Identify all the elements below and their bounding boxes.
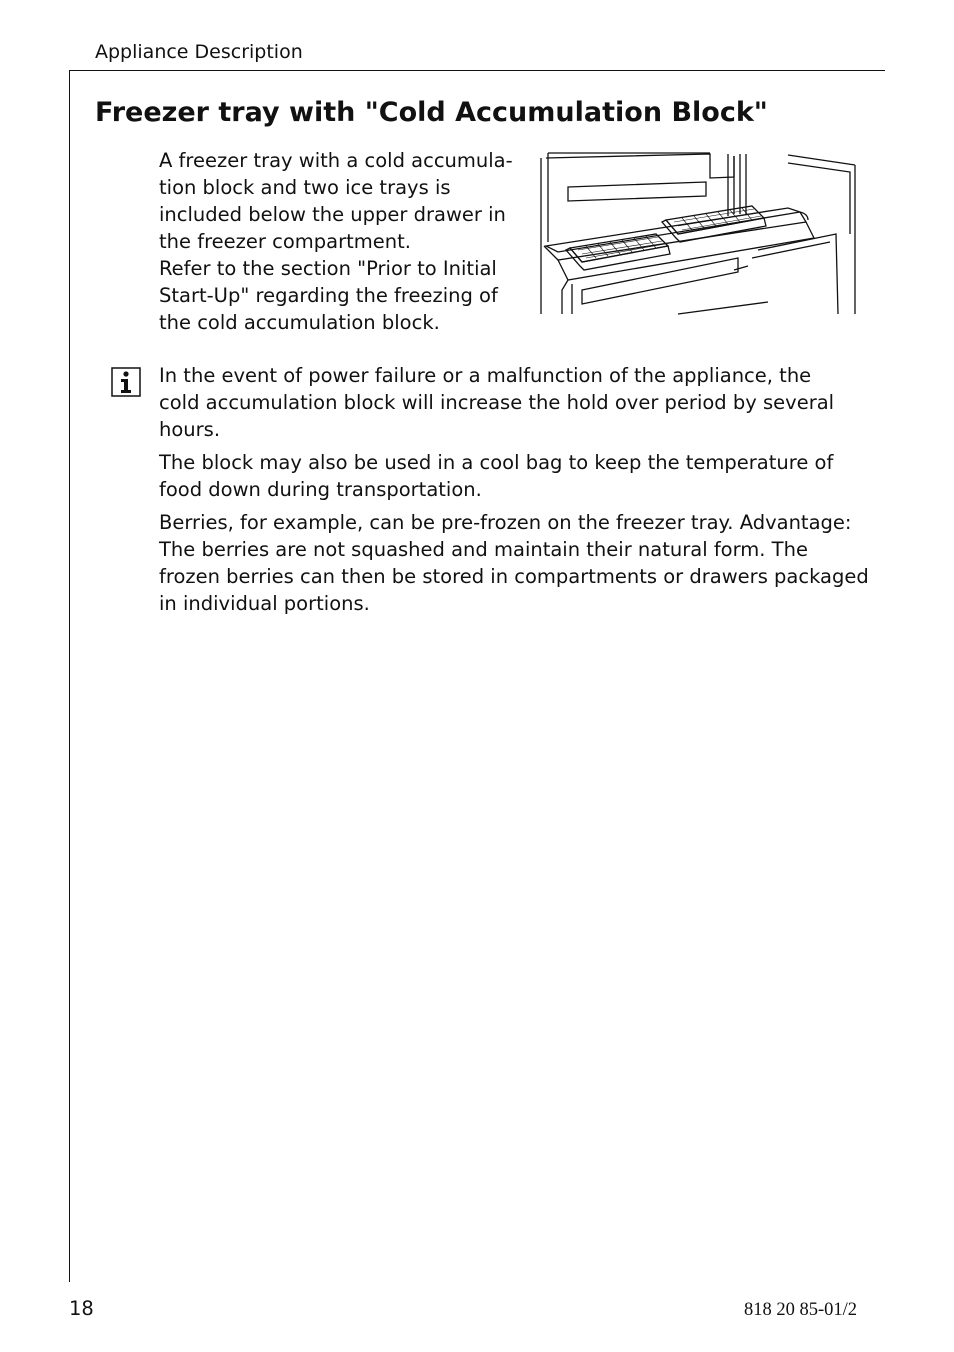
intro-paragraph [159,147,529,336]
intro-line: the freezer compartment. [159,230,411,253]
freezer-tray-illustration [538,150,858,316]
header-label: Appliance Description [95,41,303,63]
info-paragraph-cool-bag [159,449,865,503]
info-line: hours. [159,418,221,441]
document-code: 818 20 85-01/2 [743,1300,857,1320]
info-icon [111,367,141,397]
page-number: 18 [69,1297,94,1320]
section-title: Freezer tray with "Cold Accumulation Block" [95,97,768,128]
info-block [159,362,869,623]
info-line: In the event of power failure or a malfunction of the appliance, the [159,364,812,387]
info-line: Berries, for example, can be pre-frozen on the freezer tray. Advantage: [159,511,852,534]
intro-line: tion block and two ice trays is [159,176,451,199]
info-line: frozen berries can then be stored in compartments or drawers packaged [159,565,869,588]
intro-line: included below the upper drawer in [159,203,506,226]
intro-line: Start-Up" regarding the freezing of [159,284,498,307]
info-paragraph-berries [159,509,869,617]
info-paragraph-power-failure [159,362,865,443]
header-rule [69,70,885,71]
info-line: food down during transportation. [159,478,482,501]
info-line: in individual portions. [159,592,370,615]
left-margin-rule [69,70,70,1282]
info-line: cold accumulation block will increase the hold over period by several [159,391,835,414]
intro-line: A freezer tray with a cold accumula- [159,149,513,172]
intro-line: the cold accumulation block. [159,311,440,334]
intro-line: Refer to the section "Prior to Initial [159,257,497,280]
info-line: The block may also be used in a cool bag to keep the temperature of [159,451,834,474]
info-line: The berries are not squashed and maintain their natural form. The [159,538,808,561]
